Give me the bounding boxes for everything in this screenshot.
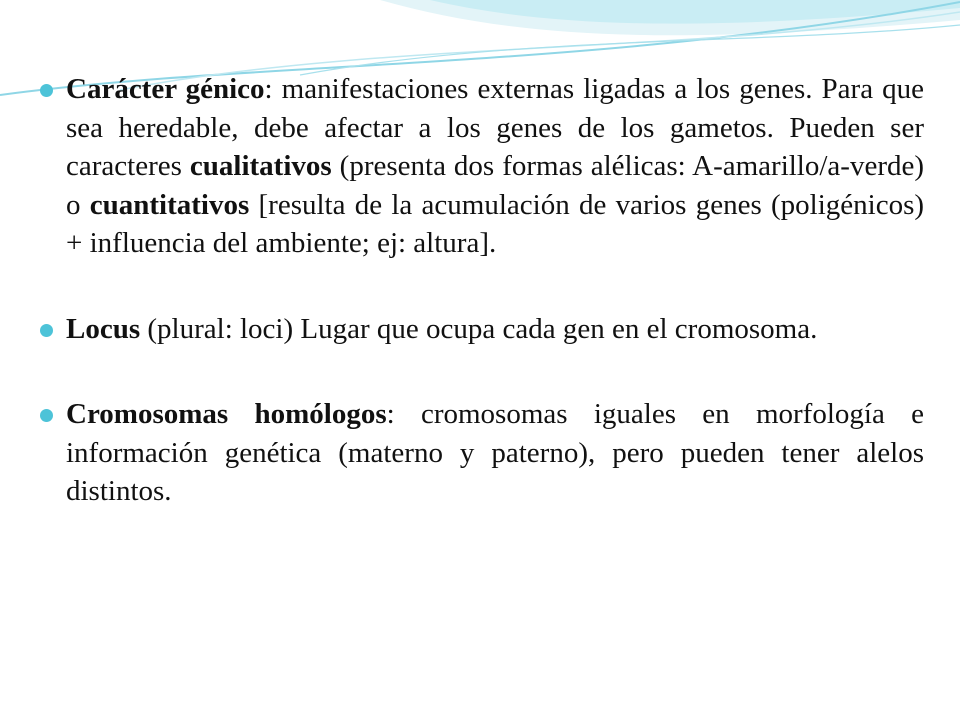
term-cuantitativos: cuantitativos: [89, 188, 250, 221]
bullet-dot-icon: [40, 84, 53, 97]
term-cromosomas-homologos: Cromosomas homólogos: [66, 398, 387, 430]
bullet-text: [66, 310, 924, 349]
bullet-text: [66, 395, 924, 511]
text-segment: [resulta de la acumulación de varios genes (poligénicos) + influencia del ambiente; ej: altura].: [66, 188, 925, 259]
bullet-dot-icon: [40, 409, 53, 422]
text-segment: (presenta dos formas alélicas: A-amarillo/a-verde) o: [66, 150, 925, 221]
term-caracter-genico: Carácter génico: [66, 73, 265, 105]
bullet-item-cromosomas-homologos: [36, 395, 924, 511]
text-segment: : cromosomas iguales en morfología e información genética (materno y paterno), pero pueden tener alelos distintos.: [66, 398, 924, 507]
bullet-dot-icon: [40, 324, 53, 337]
bullet-item-caracter-genico: [36, 70, 924, 263]
term-cualitativos: cualitativos: [189, 150, 332, 182]
text-segment: (plural: loci) Lugar que ocupa cada gen en el cromosoma.: [140, 312, 818, 345]
bullet-text: [66, 70, 924, 263]
slide-body: [36, 70, 924, 558]
text-segment: : manifestaciones externas ligadas a los genes. Para que sea heredable, debe afectar a los genes de los gametos. Pueden ser caracteres: [66, 73, 924, 182]
term-locus: Locus: [66, 312, 141, 345]
bullet-item-locus: [36, 310, 924, 349]
